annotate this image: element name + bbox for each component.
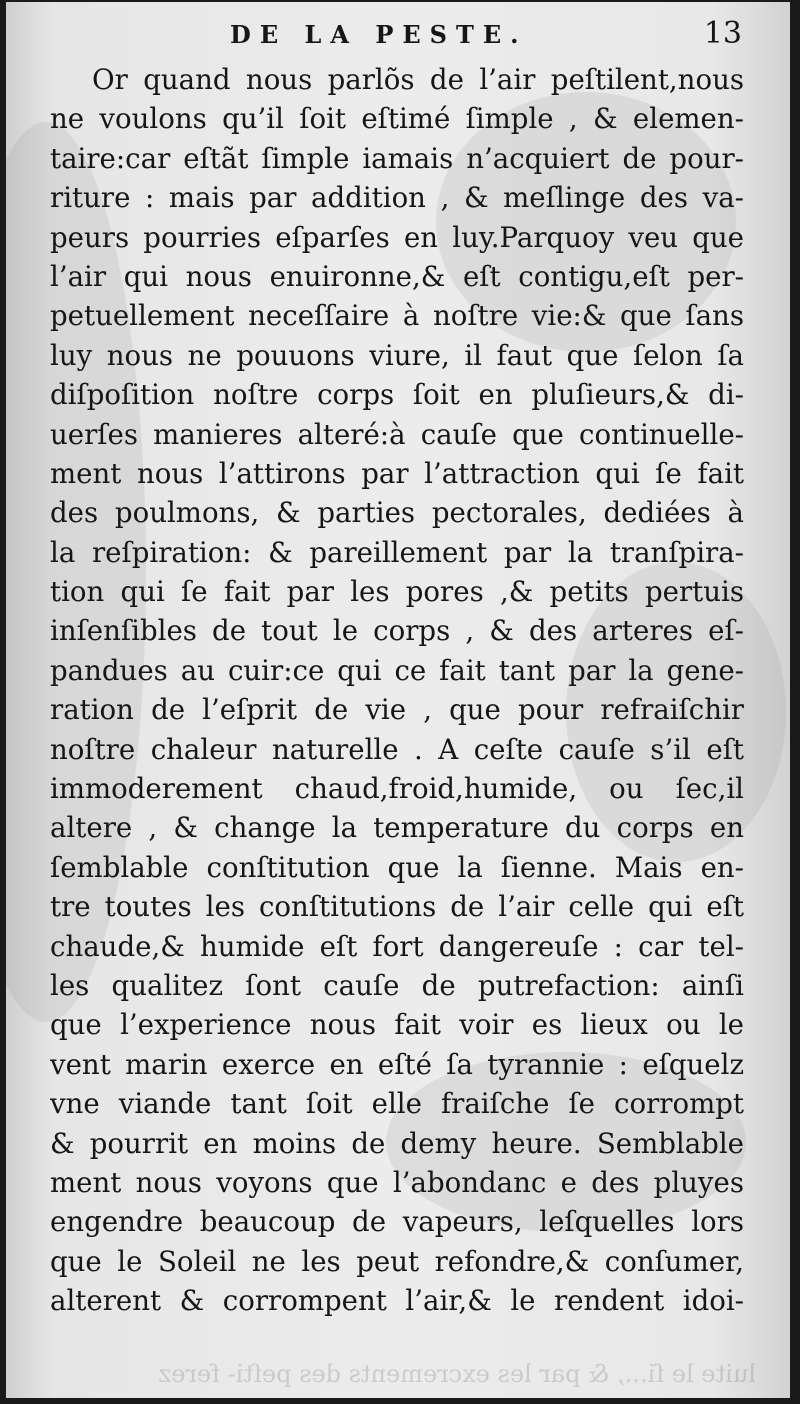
text-line: uerſes manieres alteré:à cauſe que continuelle- xyxy=(50,417,744,451)
text-line: ne voulons qu’il ſoit eſtimé ſimple , & elemen- xyxy=(50,102,744,136)
text-line: vne viande tant ſoit elle fraiſche ſe corrompt xyxy=(50,1087,744,1121)
text-line: les qualitez ſont cauſe de putrefaction: ainſi xyxy=(50,968,744,1002)
text-line: tion qui ſe fait par les pores ,& petits pertuis xyxy=(50,575,744,609)
text-line: alterent & corrompent l’air,& le rendent idoi- xyxy=(50,1284,744,1318)
text-line: des poulmons, & parties pectorales, dediées à xyxy=(50,496,744,530)
text-line: engendre beaucoup de vapeurs, leſquelles lors xyxy=(50,1205,744,1239)
text-line: vent marin exerce en eſté ſa tyrannie : eſquelz xyxy=(50,1047,744,1081)
text-line: chaude,& humide eſt fort dangereuſe : car tel- xyxy=(50,929,744,963)
book-page xyxy=(6,2,790,1398)
text-line: que l’experience nous fait voir es lieux ou le xyxy=(50,1008,744,1042)
text-line: luy nous ne pouuons viure, il faut que ſelon ſa xyxy=(50,338,744,372)
running-head xyxy=(6,16,790,56)
text-line: la reſpiration: & pareillement par la tranſpira- xyxy=(50,535,744,569)
text-line: l’air qui nous enuironne,& eſt contigu,eſt per- xyxy=(50,259,744,293)
text-line: altere , & change la temperature du corps en xyxy=(50,811,744,845)
text-line: peurs pourries eſparſes en luy.Parquoy veu que xyxy=(50,220,744,254)
text-line: & pourrit en moins de demy heure. Semblable xyxy=(50,1126,744,1160)
text-line: noſtre chaleur naturelle . A ceſte cauſe s’il eſt xyxy=(50,732,744,766)
text-line: petuellement neceſſaire à noſtre vie:& que ſans xyxy=(50,299,744,333)
text-line: inſenſibles de tout le corps , & des arteres eſ- xyxy=(50,614,744,648)
bleed-through-text: luite le ſi..., & par les excrements des peſti- ferez xyxy=(158,1360,756,1388)
text-line: Or quand nous parlõs de l’air peſtilent,nous xyxy=(92,63,744,96)
text-line: tre toutes les conſtitutions de l’air celle qui eſt xyxy=(50,890,744,924)
text-line: ment nous voyons que l’abondanc e des pluyes xyxy=(50,1165,744,1199)
text-line: ſemblable conſtitution que la ſienne. Mais en- xyxy=(50,850,744,884)
text-line: ration de l’eſprit de vie , que pour refraiſchir xyxy=(50,693,744,727)
text-line: ment nous l’attirons par l’attraction qui ſe fait xyxy=(50,456,744,490)
page-number: 13 xyxy=(703,16,742,51)
text-line: riture : mais par addition , & meſlinge des va- xyxy=(50,181,744,215)
body-text xyxy=(50,60,744,1321)
text-line: que le Soleil ne les peut refondre,& conſumer, xyxy=(50,1244,744,1278)
text-line: immoderement chaud,froid,humide, ou ſec,il xyxy=(50,772,744,806)
text-line: taire:car eſtãt ſimple iamais n’acquiert de pour- xyxy=(50,141,744,175)
running-title: DE LA PESTE. xyxy=(230,20,528,49)
text-line: diſpoſition noſtre corps ſoit en pluſieurs,& di- xyxy=(50,378,744,412)
text-line: pandues au cuir:ce qui ce fait tant par la gene- xyxy=(50,653,744,687)
